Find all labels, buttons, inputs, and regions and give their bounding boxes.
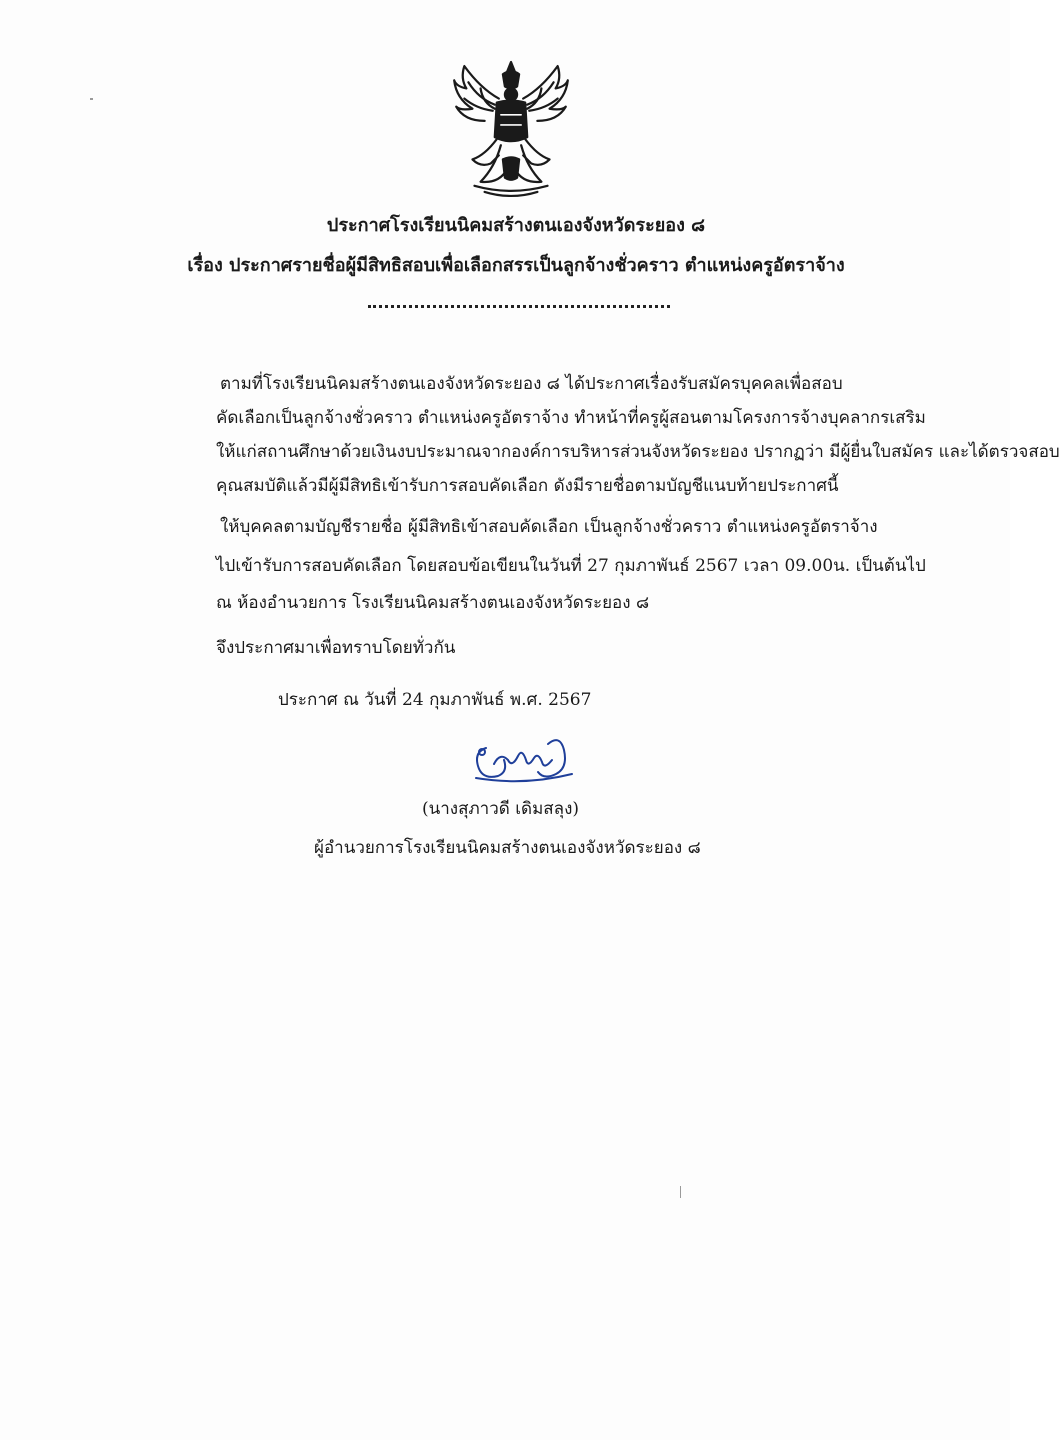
- paragraph-2-line: ณ ห้องอำนวยการ โรงเรียนนิคมสร้างตนเองจังหวัดระยอง ๘: [216, 593, 650, 613]
- scan-speck: [680, 1186, 681, 1198]
- announcement-date: ประกาศ ณ วันที่ 24 กุมภาพันธ์ พ.ศ. 2567: [278, 690, 592, 710]
- handwritten-signature-icon: [464, 730, 584, 790]
- closing-statement: จึงประกาศมาเพื่อทราบโดยทั่วกัน: [216, 638, 456, 658]
- garuda-emblem-icon: [450, 58, 572, 200]
- announcement-subject: เรื่อง ประกาศรายชื่อผู้มีสิทธิสอบเพื่อเลือกสรรเป็นลูกจ้างชั่วคราว ตำแหน่งครูอัตราจ้าง: [187, 255, 845, 276]
- paragraph-2-line: ให้บุคคลตามบัญชีรายชื่อ ผู้มีสิทธิเข้าสอบคัดเลือก เป็นลูกจ้างชั่วคราว ตำแหน่งครูอัตราจ้าง: [220, 517, 878, 537]
- paragraph-1-line: คัดเลือกเป็นลูกจ้างชั่วคราว ตำแหน่งครูอัตราจ้าง ทำหน้าที่ครูผู้สอนตามโครงการจ้างบุคลากรเสริม: [216, 408, 926, 428]
- paragraph-1-line: ให้แก่สถานศึกษาด้วยเงินงบประมาณจากองค์การบริหารส่วนจังหวัดระยอง ปรากฏว่า มีผู้ยื่นใบสมัคร และได้ตรวจสอบ: [216, 442, 1060, 462]
- signer-position: ผู้อำนวยการโรงเรียนนิคมสร้างตนเองจังหวัดระยอง ๘: [314, 838, 701, 858]
- signer-name: (นางสุภาวดี เดิมสลุง): [422, 799, 580, 819]
- paragraph-1-line: คุณสมบัติแล้วมีผู้มีสิทธิเข้ารับการสอบคัดเลือก ดังมีรายชื่อตามบัญชีแนบท้ายประกาศนี้: [216, 476, 839, 496]
- announcement-heading: ประกาศโรงเรียนนิคมสร้างตนเองจังหวัดระยอง ๘: [326, 215, 706, 236]
- paragraph-1-line: ตามที่โรงเรียนนิคมสร้างตนเองจังหวัดระยอง ๘ ได้ประกาศเรื่องรับสมัครบุคคลเพื่อสอบ: [220, 374, 843, 394]
- dotted-separator: [368, 305, 670, 308]
- scan-speck: [90, 98, 93, 100]
- paragraph-2-line: ไปเข้ารับการสอบคัดเลือก โดยสอบข้อเขียนในวันที่ 27 กุมภาพันธ์ 2567 เวลา 09.00น. เป็นต้นไป: [216, 556, 926, 576]
